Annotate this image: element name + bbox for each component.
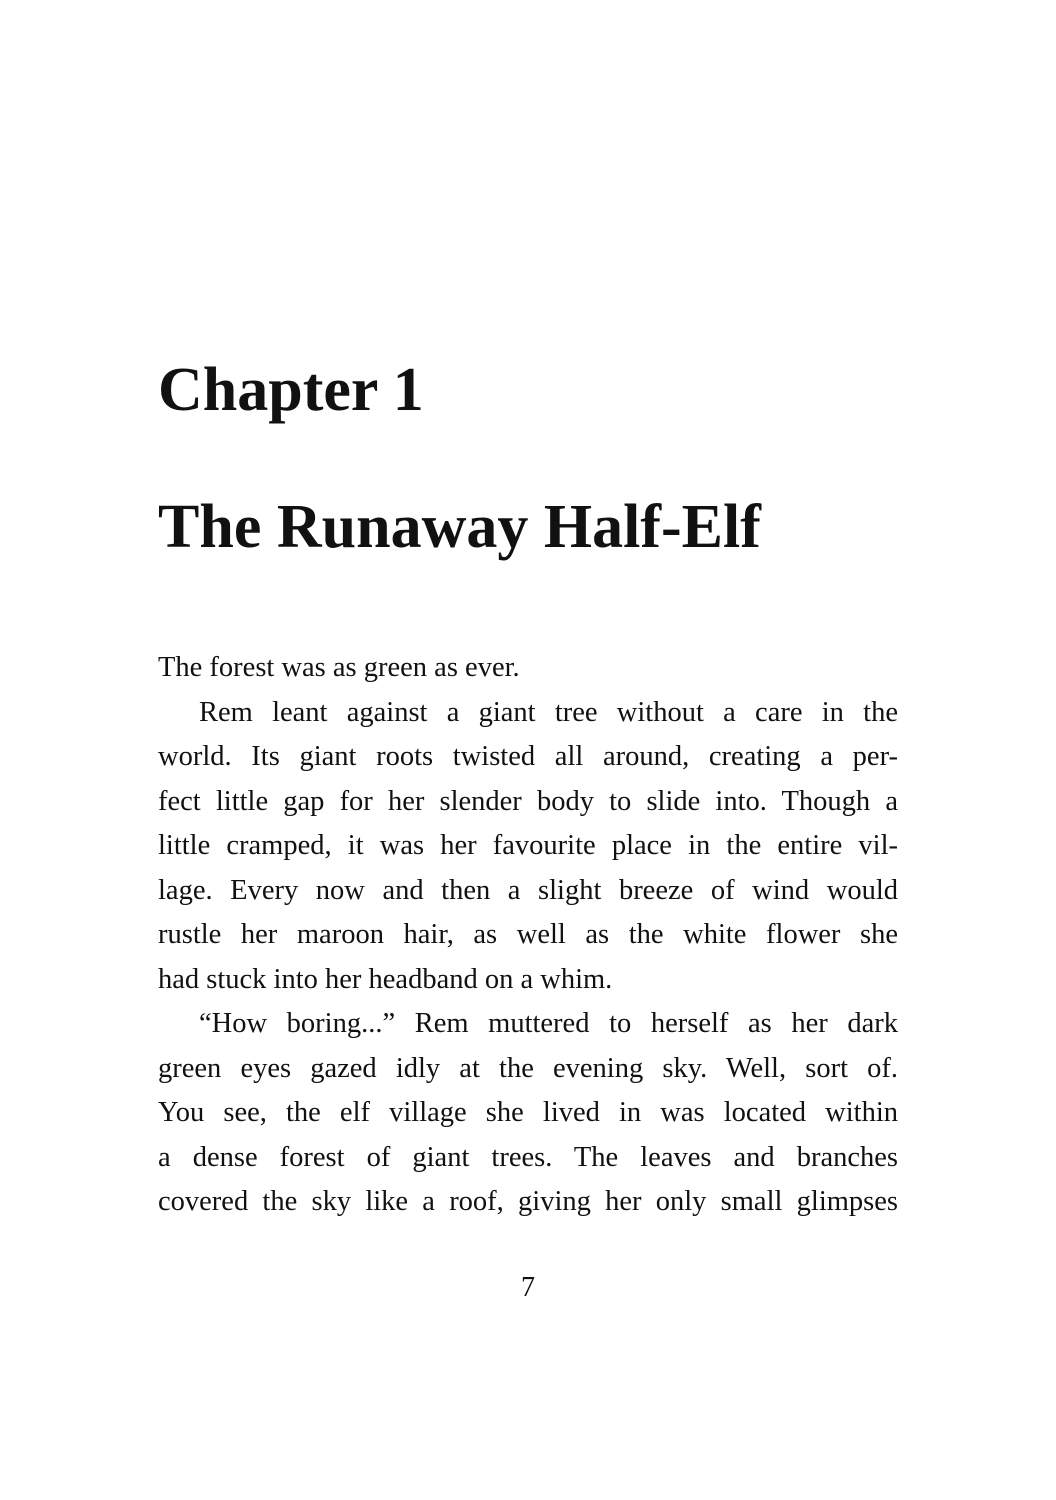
page-number: 7: [521, 1272, 535, 1303]
text-line: “How boring...” Rem muttered to herself as her dark: [199, 1008, 898, 1039]
chapter-number: Chapter 1: [158, 356, 424, 424]
text-line: green eyes gazed idly at the evening sky. Well, sort of.: [158, 1052, 898, 1084]
text-line: fect little gap for her slender body to slide into. Though a: [158, 785, 898, 817]
text-line: a dense forest of giant trees. The leaves and branches: [158, 1141, 898, 1173]
text-line: covered the sky like a roof, giving her only small glimpses: [158, 1186, 898, 1217]
text-line: rustle her maroon hair, as well as the white flower she: [158, 919, 898, 950]
text-line: Rem leant against a giant tree without a care in the: [199, 696, 898, 728]
chapter-body: [158, 646, 898, 1225]
text-line: lage. Every now and then a slight breeze of wind would: [158, 874, 898, 906]
text-line: world. Its giant roots twisted all around, creating a per-: [158, 741, 898, 772]
text-line: The forest was as green as ever.: [158, 652, 520, 683]
text-line: You see, the elf village she lived in was located within: [158, 1097, 898, 1128]
text-line: had stuck into her headband on a whim.: [158, 963, 613, 995]
text-line: little cramped, it was her favourite place in the entire vil-: [158, 830, 898, 861]
chapter-title: The Runaway Half-Elf: [158, 493, 761, 561]
